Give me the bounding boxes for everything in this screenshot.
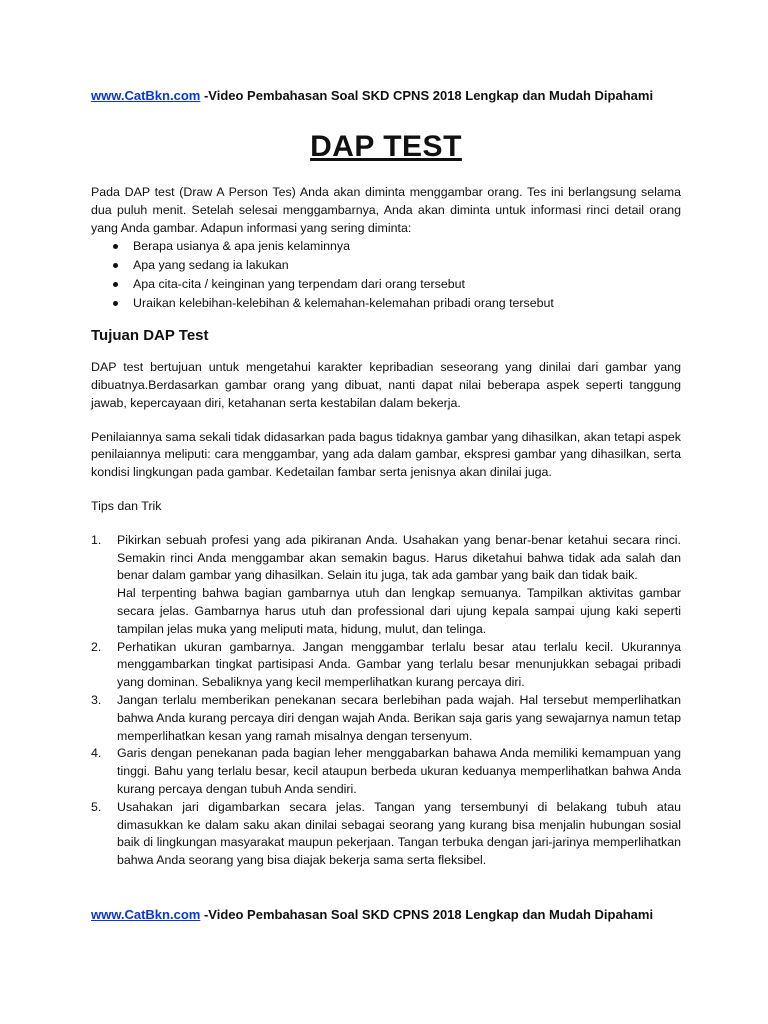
body-paragraph: DAP test bertujuan untuk mengetahui karakter kepribadian seseorang yang dinilai dari gambar yang dibuatnya.Berdasarkan gambar orang yang dibuat, nanti dapat nilai beberapa aspek seperti tanggung jawab, kepercayaan diri, ketahanan serta kestabilan dalam bekerja.	[91, 360, 681, 410]
body-paragraph: Penilaiannya sama sekali tidak didasarkan pada bagus tidaknya gambar yang dihasilkan, akan tetapi aspek penilaiannya meliputi: cara menggambar, yang ada dalam gambar, ekspresi gambar yang dihasilkan, serta kondisi lingkungan pada gambar. Kedetailan fambar serta jenisnya akan dinilai juga.	[91, 429, 681, 480]
section-heading: Tujuan DAP Test	[91, 327, 209, 345]
tip-item	[91, 799, 681, 870]
bullet-item: Apa cita-cita / keinginan yang terpendam dari orang tersebut	[133, 275, 681, 294]
footer-tagline: -Video Pembahasan Soal SKD CPNS 2018 Lengkap dan Mudah Dipahami	[203, 907, 654, 922]
tip-number: 1.	[91, 532, 102, 547]
bullet-item: Apa yang sedang ia lakukan	[133, 256, 681, 275]
tip-text: Usahakan jari digambarkan secara jelas. Tangan yang tersembunyi di belakang tubuh atau dimasukkan ke dalam saku akan dinilai sebagai seorang yang kurang bisa menjalin hubungan sosial baik di lingkungan masyarakat maupun pekerjaan. Tangan terbuka dengan jari-jarinya memperlihatkan bahwa Anda seorang yang bisa diajak bekerja sama serta fleksibel.	[117, 799, 681, 868]
tip-number: 5.	[91, 799, 102, 814]
tip-item	[91, 532, 681, 639]
tip-text: Garis dengan penekanan pada bagian leher menggabarkan bahawa Anda memiliki kemampuan yang tinggi. Bahu yang terlalu besar, kecil ataupun berbeda ukuran keduanya memperlihatkan bahwa Anda kurang percaya dengan tubuh Anda sendiri.	[117, 746, 681, 796]
page-title: DAP TEST	[310, 130, 462, 163]
footer-link[interactable]: www.CatBkn.com	[91, 907, 201, 922]
info-bullet-list	[91, 237, 681, 313]
tips-heading: Tips dan Trik	[91, 498, 162, 513]
tip-number: 2.	[91, 639, 102, 654]
page-header	[91, 88, 653, 103]
tip-extra-text: Hal terpenting bahwa bagian gambarnya utuh dan lengkap semuanya. Tampilkan aktivitas gambar secara jelas. Gambarnya harus utuh dan professional dari ujung kepala sampai ujung kaki seperti tampilan jelas muka yang meliputi mata, hidung, mulut, dan telinga.	[117, 586, 681, 636]
tip-item	[91, 639, 681, 692]
tip-text: Perhatikan ukuran gambarnya. Jangan menggambar terlalu besar atau terlalu kecil. Ukurannya menggambarkan tingkat partisipasi Anda. Gambar yang terlalu besar menunjukkan sebagai pribadi yang dominan. Sebaliknya yang kecil memperlihatkan kurang percaya diri.	[117, 639, 681, 690]
page-footer	[91, 907, 653, 922]
tip-text: Jangan terlalu memberikan penekanan secara berlebihan pada wajah. Hal tersebut memperlihatkan bahwa Anda kurang percaya diri dengan wajah Anda. Berikan saja garis yang sewajarnya namun tetap memperlihatkan kesan yang ramah misalnya dengan tersenyum.	[117, 692, 681, 743]
header-link[interactable]: www.CatBkn.com	[91, 88, 201, 103]
tip-text: Pikirkan sebuah profesi yang ada pikiranan Anda. Usahakan yang benar-benar ketahui secara rinci. Semakin rinci Anda menggambar akan semakin bagus. Harus diketahui bahwa tidak ada salah dan benar dalam gambar yang dihasilkan. Selain itu juga, tak ada gambar yang baik dan tidak baik.	[117, 532, 681, 583]
header-tagline: -Video Pembahasan Soal SKD CPNS 2018 Lengkap dan Mudah Dipahami	[203, 88, 654, 103]
tip-number: 3.	[91, 692, 102, 707]
tip-item	[91, 745, 681, 798]
tips-list	[91, 532, 681, 870]
bullet-item: Berapa usianya & apa jenis kelaminnya	[133, 237, 681, 256]
tip-item	[91, 692, 681, 745]
intro-paragraph: Pada DAP test (Draw A Person Tes) Anda akan diminta menggambar orang. Tes ini berlangsung selama dua puluh menit. Setelah selesai menggambarnya, Anda akan diminta untuk informasi rinci detail orang yang Anda gambar. Adapun informasi yang sering diminta:	[91, 185, 681, 235]
bullet-item: Uraikan kelebihan-kelebihan & kelemahan-kelemahan pribadi orang tersebut	[133, 294, 681, 313]
tip-number: 4.	[91, 746, 102, 761]
document-body	[91, 184, 681, 870]
